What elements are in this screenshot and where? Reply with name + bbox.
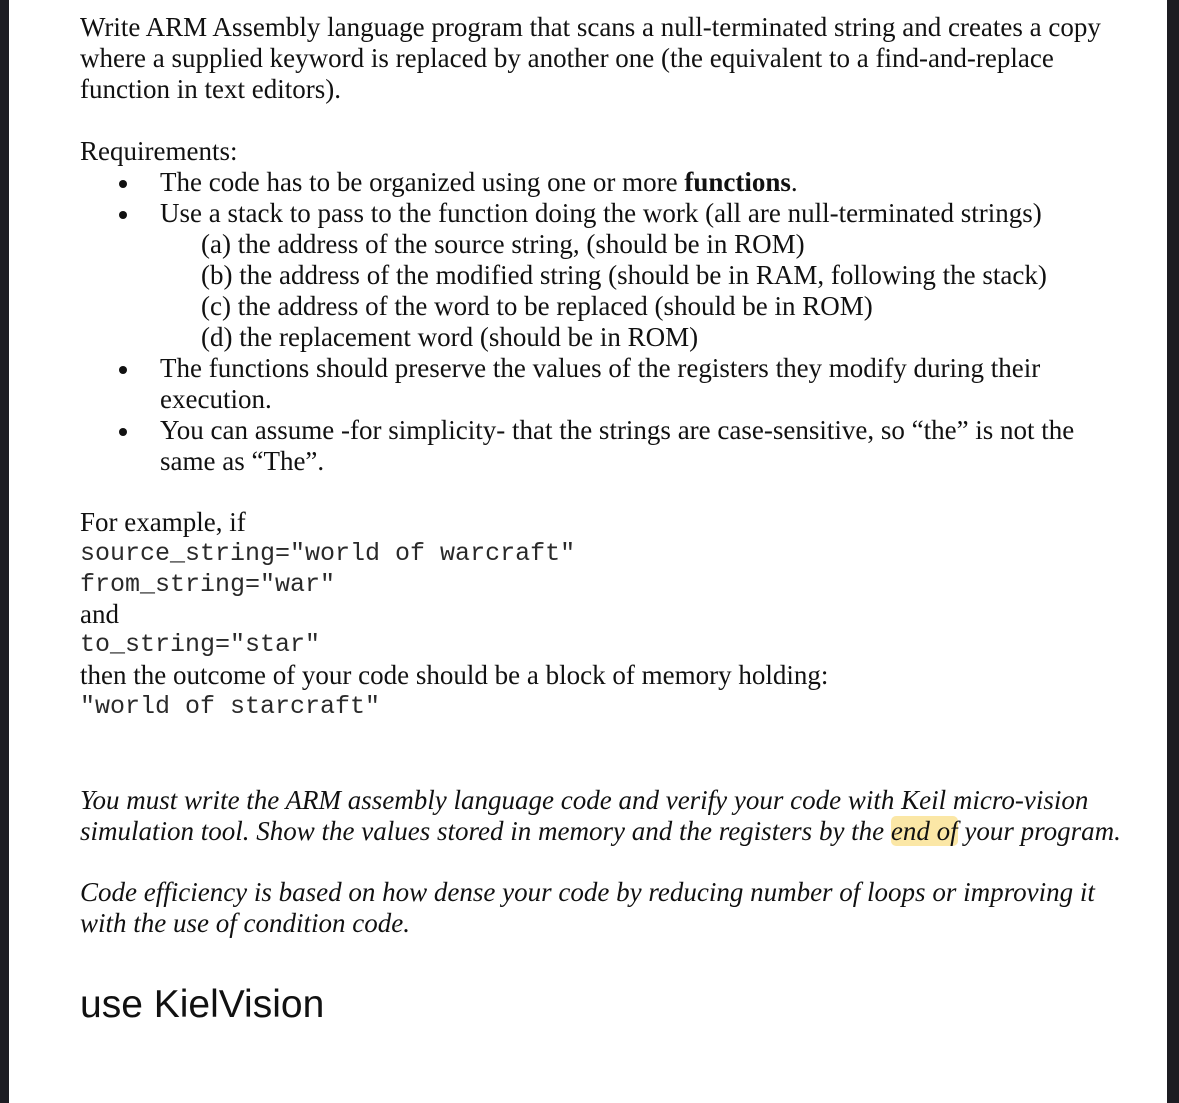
bullet-icon (119, 211, 127, 219)
requirement-item-3-line-2: execution. (160, 384, 272, 414)
code-to-string: to_string="star" (80, 630, 321, 659)
requirements-heading: Requirements: (80, 136, 238, 166)
intro-line-2: where a supplied keyword is replaced by another one (the equivalent to a find-and-replace (80, 43, 1054, 73)
example-and: and (80, 599, 119, 629)
requirement-item-1: The code has to be organized using one or more functions. (160, 167, 798, 197)
note-efficiency-line-1: Code efficiency is based on how dense your code by reducing number of loops or improving it (80, 877, 1095, 907)
code-from-string: from_string="war" (80, 570, 336, 599)
requirement-item-3-line-1: The functions should preserve the values of the registers they modify during their (160, 353, 1041, 383)
added-note: use KielVision (80, 983, 325, 1026)
sub-item-a: (a) the address of the source string, (should be in ROM) (201, 229, 805, 259)
bullet-icon (119, 180, 127, 188)
note-efficiency-line-2: with the use of condition code. (80, 908, 410, 938)
document-page (9, 0, 1167, 1103)
sub-item-c: (c) the address of the word to be replaced (should be in ROM) (201, 291, 873, 321)
note-must-line-2: simulation tool. Show the values stored in memory and the registers by the end of your program. (80, 816, 1121, 846)
example-intro: For example, if (80, 507, 246, 537)
sub-item-d: (d) the replacement word (should be in ROM) (201, 322, 699, 352)
intro-line-1: Write ARM Assembly language program that scans a null-terminated string and creates a copy (80, 12, 1101, 42)
requirement-item-4-line-2: same as “The”. (160, 446, 325, 476)
bullet-icon (119, 428, 127, 436)
code-source-string: source_string="world of warcraft" (80, 539, 576, 568)
intro-line-3: function in text editors). (80, 74, 341, 104)
highlighted-text: end of (890, 816, 958, 846)
bullet-icon (119, 366, 127, 374)
code-result-string: "world of starcraft" (80, 692, 381, 721)
note-must-line-1: You must write the ARM assembly language code and verify your code with Keil micro-vision (80, 785, 1089, 815)
example-outcome: then the outcome of your code should be a block of memory holding: (80, 660, 829, 690)
sub-item-b: (b) the address of the modified string (should be in RAM, following the stack) (201, 260, 1047, 290)
requirement-item-2: Use a stack to pass to the function doing the work (all are null-terminated strings) (160, 198, 1042, 228)
requirement-item-4-line-1: You can assume -for simplicity- that the strings are case-sensitive, so “the” is not the (160, 415, 1075, 445)
